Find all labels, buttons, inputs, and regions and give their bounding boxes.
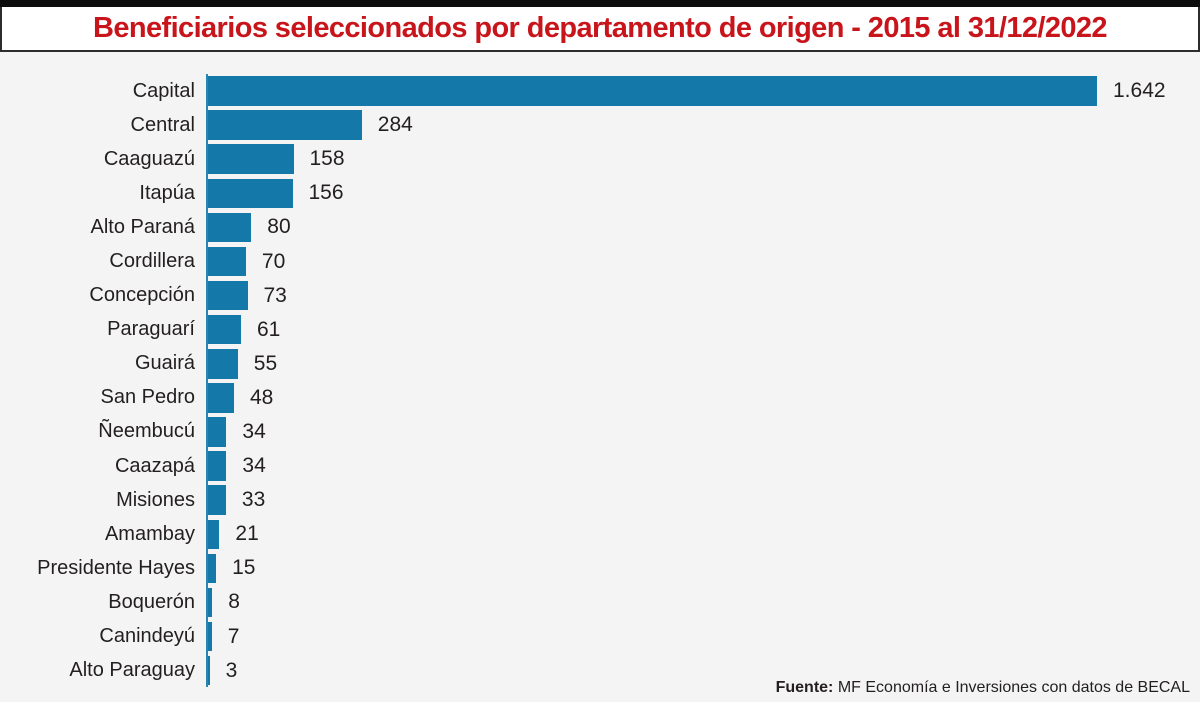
category-label: Guairá bbox=[134, 352, 195, 375]
category-label: Caaguazú bbox=[103, 147, 195, 170]
bar-row bbox=[0, 381, 1200, 415]
bar bbox=[208, 315, 241, 345]
bar-chart bbox=[0, 54, 1200, 702]
bar bbox=[208, 281, 248, 311]
value-label: 156 bbox=[308, 181, 344, 205]
bar-row bbox=[0, 244, 1200, 278]
bar bbox=[208, 179, 293, 209]
value-label: 1.642 bbox=[1113, 79, 1166, 103]
category-label: Capital bbox=[132, 79, 195, 102]
bar bbox=[208, 213, 251, 243]
category-label: Boquerón bbox=[108, 590, 195, 613]
value-label: 15 bbox=[232, 556, 256, 580]
bar-track bbox=[208, 554, 1200, 584]
bar bbox=[208, 383, 234, 413]
bar-track bbox=[208, 315, 1200, 345]
bar-track bbox=[208, 213, 1200, 243]
bar-track bbox=[208, 110, 1200, 140]
category-label: San Pedro bbox=[100, 386, 195, 409]
bar bbox=[208, 520, 219, 550]
category-label: Amambay bbox=[104, 522, 195, 545]
bar-row bbox=[0, 210, 1200, 244]
category-label: Misiones bbox=[116, 488, 195, 511]
category-label: Itapúa bbox=[139, 181, 195, 204]
bar-track bbox=[208, 622, 1200, 652]
source-text: MF Economía e Inversiones con datos de BECAL bbox=[833, 679, 1190, 696]
bar-track bbox=[208, 349, 1200, 379]
category-label: Paraguarí bbox=[107, 318, 195, 341]
bar-row bbox=[0, 74, 1200, 108]
title-band bbox=[0, 7, 1200, 52]
bar-track bbox=[208, 588, 1200, 618]
bar-row bbox=[0, 142, 1200, 176]
top-border-bar bbox=[0, 0, 1200, 7]
bar bbox=[208, 451, 226, 481]
value-label: 33 bbox=[241, 488, 266, 512]
category-label: Ñeembucú bbox=[98, 420, 195, 443]
bar-track bbox=[208, 451, 1200, 481]
chart-title: Beneficiarios seleccionados por departamento de origen - 2015 al 31/12/2022 bbox=[93, 12, 1107, 44]
bar bbox=[208, 144, 294, 174]
bar-track bbox=[208, 485, 1200, 515]
bar-row bbox=[0, 551, 1200, 585]
bar-track bbox=[208, 656, 1200, 686]
source-label: Fuente: bbox=[775, 679, 834, 696]
bar-track bbox=[208, 417, 1200, 447]
bar-row bbox=[0, 176, 1200, 210]
value-label: 61 bbox=[257, 317, 281, 341]
category-label: Caazapá bbox=[114, 454, 195, 477]
value-label: 7 bbox=[227, 624, 240, 648]
category-label: Central bbox=[130, 113, 195, 136]
category-label: Cordillera bbox=[109, 250, 195, 273]
bar-track bbox=[208, 76, 1200, 106]
bar-row bbox=[0, 347, 1200, 381]
bar-row bbox=[0, 279, 1200, 313]
bar bbox=[208, 76, 1097, 106]
bar bbox=[208, 417, 226, 447]
bar-row bbox=[0, 415, 1200, 449]
value-label: 70 bbox=[261, 249, 286, 273]
category-label: Canindeyú bbox=[99, 625, 195, 648]
bar-row bbox=[0, 517, 1200, 551]
category-label: Alto Paraguay bbox=[69, 659, 195, 682]
bar-row bbox=[0, 620, 1200, 654]
bar-track bbox=[208, 383, 1200, 413]
value-label: 34 bbox=[242, 419, 266, 443]
bar-row bbox=[0, 585, 1200, 619]
bar-track bbox=[208, 281, 1200, 311]
bar bbox=[208, 554, 216, 584]
value-label: 73 bbox=[263, 283, 287, 307]
bar-track bbox=[208, 144, 1200, 174]
bar-track bbox=[208, 179, 1200, 209]
bar bbox=[208, 622, 212, 652]
bar bbox=[208, 349, 238, 379]
value-label: 21 bbox=[235, 522, 259, 546]
value-label: 8 bbox=[228, 590, 240, 614]
value-label: 55 bbox=[253, 351, 278, 375]
value-label: 80 bbox=[267, 215, 291, 239]
bar-row bbox=[0, 654, 1200, 688]
bar-row bbox=[0, 313, 1200, 347]
bar bbox=[208, 247, 246, 277]
bar-row bbox=[0, 449, 1200, 483]
category-label: Alto Paraná bbox=[90, 215, 195, 238]
bar-row bbox=[0, 108, 1200, 142]
bar-row bbox=[0, 483, 1200, 517]
bar bbox=[208, 110, 362, 140]
value-label: 284 bbox=[377, 113, 413, 137]
bar bbox=[208, 656, 210, 686]
value-label: 34 bbox=[242, 454, 266, 478]
category-label: Presidente Hayes bbox=[37, 556, 195, 579]
value-label: 3 bbox=[225, 658, 238, 682]
bar bbox=[208, 485, 226, 515]
bar-track bbox=[208, 247, 1200, 277]
chart-rows bbox=[0, 74, 1200, 688]
value-label: 48 bbox=[250, 385, 274, 409]
bar bbox=[208, 588, 212, 618]
category-label: Concepción bbox=[89, 284, 195, 307]
bar-track bbox=[208, 520, 1200, 550]
value-label: 158 bbox=[309, 147, 345, 171]
